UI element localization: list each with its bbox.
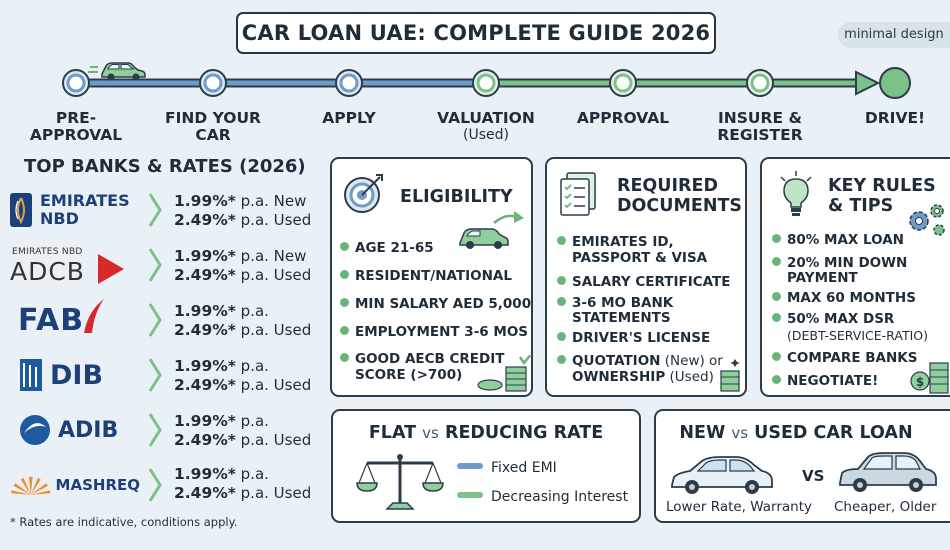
target-icon [342,171,386,215]
eligibility-item-age: AGE 21-65 [340,241,434,256]
step-valuation: VALUATION (Used) [437,109,535,143]
eligibility-item-resident: RESIDENT/NATIONAL [340,269,512,284]
eligibility-item-employment: EMPLOYMENT 3-6 MOS [340,325,528,340]
rule-payment: PAYMENT [787,270,858,286]
chevron-right-icon [148,302,162,338]
money-coins-icon [910,359,950,395]
documents-title: REQUIRED DOCUMENTS [617,176,743,216]
loan-process-timeline [0,58,950,148]
flat-vs-reducing-card [331,409,641,523]
rates-disclaimer: * Rates are indicative, conditions apply. [10,515,238,529]
car-arrow-icon [456,207,528,253]
documents-item-statements: STATEMENTS [572,310,671,326]
documents-item-id: EMIRATES ID, [557,235,674,250]
legend-swatch-blue [457,463,483,469]
mashreq-emblem-icon [10,470,52,500]
adcb-logo-text: ADCB [10,257,85,286]
step-find-your-car: FIND YOUR CAR [165,109,261,144]
scale-icon [355,451,445,513]
fab-emblem-icon [80,295,106,335]
key-rules-title: KEY RULES & TIPS [828,176,936,216]
eligibility-card [330,157,533,397]
step-drive: DRIVE! [864,109,926,127]
emirates-nbd-logo-line1: EMIRATES [40,191,130,210]
step-node-6 [747,70,773,96]
rate-used: 2.49%* p.a. Used [174,431,312,449]
dib-logo [10,352,140,398]
coin-stack-icon [713,357,747,393]
adcb-logo-small-text: EMIRATES NBD [12,247,83,257]
fab-logo-text: FAB [18,302,85,338]
fab-logo [10,297,140,343]
adib-logo-text: ADIB [58,417,119,443]
step-insure-register: INSURE & REGISTER [717,109,803,144]
new-vs-used-title: NEW vs USED CAR LOAN [679,423,913,443]
car-icon [88,63,145,81]
dib-emblem-icon [18,357,44,393]
mashreq-logo [10,462,140,508]
rule-min-down: 20% MIN DOWN [772,256,907,271]
emirates-nbd-logo-line2: NBD [40,209,79,228]
bank-row-mashreq [0,458,320,512]
step-apply: APPLY [322,109,376,127]
flat-vs-reducing-title: FLAT vs REDUCING RATE [368,423,604,443]
documents-item-passport: PASSPORT & VISA [572,250,708,266]
rule-max-loan: 80% MAX LOAN [772,233,904,248]
documents-card [545,157,747,397]
svg-text:$: $ [915,375,925,389]
adib-emblem-icon [18,413,52,447]
rate-new: 1.99%* p.a. New [174,247,307,265]
rule-compare-banks: COMPARE BANKS [772,351,917,366]
rule-negotiate: NEGOTIATE! [772,374,878,389]
rate-used: 2.49%* p.a. Used [174,266,312,284]
new-car-icon [668,451,776,497]
rate-used: 2.49%* p.a. Used [174,211,312,229]
bank-row-adcb [0,238,320,292]
bank-row-dib [0,348,320,402]
rate-used: 2.49%* p.a. Used [174,484,312,502]
rate-new: 1.99%* p.a. [174,302,269,320]
documents-item-quotation: QUOTATION (New) or [557,354,723,369]
documents-icon [559,171,599,217]
documents-item-bank-statements: 3-6 MO BANK [557,296,673,311]
rate-new: 1.99%* p.a. [174,412,269,430]
rate-used: 2.49%* p.a. Used [174,376,312,394]
legend-swatch-green [457,492,483,498]
rate-new: 1.99%* p.a. [174,465,269,483]
eligibility-item-salary: MIN SALARY AED 5,000 [340,297,531,312]
adcb-logo [10,242,140,288]
used-car-icon [834,449,942,495]
bank-row-emirates-nbd [0,183,320,237]
mashreq-logo-text: MASHREQ [55,476,140,494]
new-vs-used-card [654,409,950,523]
step-pre-approval: PRE-APPROVAL [29,109,123,144]
emirates-nbd-emblem-icon [10,191,34,229]
rule-dsr-explained: (DEBT-SERVICE-RATIO) [787,328,928,343]
legend-fixed-emi: Fixed EMI [457,460,557,476]
vs-label: VS [802,467,825,485]
chevron-right-icon [148,412,162,448]
timeline-track [0,58,950,112]
eligibility-item-credit: GOOD AECB CREDIT [340,352,504,367]
emirates-nbd-logo [10,187,140,233]
step-node-7 [880,68,910,98]
key-rules-card [760,157,950,397]
step-approval: APPROVAL [576,109,670,127]
timeline-arrowhead-icon [856,72,878,94]
bank-row-adib [0,403,320,457]
page-title: CAR LOAN UAE: COMPLETE GUIDE 2026 [236,12,716,54]
chevron-right-icon [148,357,162,393]
rate-new: 1.99%* p.a. [174,357,269,375]
documents-item-salary: SALARY CERTIFICATE [557,275,731,290]
step-node-5 [610,70,636,96]
new-car-caption: Lower Rate, Warranty [666,499,813,515]
rule-max-months: MAX 60 MONTHS [772,291,916,306]
legend-decreasing-interest: Decreasing Interest [457,489,628,505]
rule-max-dsr: 50% MAX DSR [772,312,894,327]
step-node-4 [473,70,499,96]
coins-icon [476,355,532,395]
documents-item-license: DRIVER'S LICENSE [557,331,710,346]
eligibility-item-score: SCORE (>700) [355,367,463,383]
used-car-caption: Cheaper, Older [834,499,937,515]
bank-row-fab [0,293,320,347]
style-badge: minimal design [838,22,950,48]
gears-icon [905,199,949,239]
banks-title: TOP BANKS & RATES (2026) [24,156,306,177]
chevron-right-icon [148,192,162,228]
chevron-right-icon [148,467,162,503]
rate-used: 2.49%* p.a. Used [174,321,312,339]
rate-new: 1.99%* p.a. New [174,192,307,210]
eligibility-title: ELIGIBILITY [400,187,513,207]
step-node-2 [200,70,226,96]
adib-logo [10,407,140,453]
chevron-right-icon [148,247,162,283]
documents-item-ownership: OWNERSHIP (Used) [572,369,714,385]
step-node-1 [63,70,89,96]
lightbulb-icon [778,171,814,219]
step-node-3 [336,70,362,96]
dib-logo-text: DIB [50,359,104,391]
